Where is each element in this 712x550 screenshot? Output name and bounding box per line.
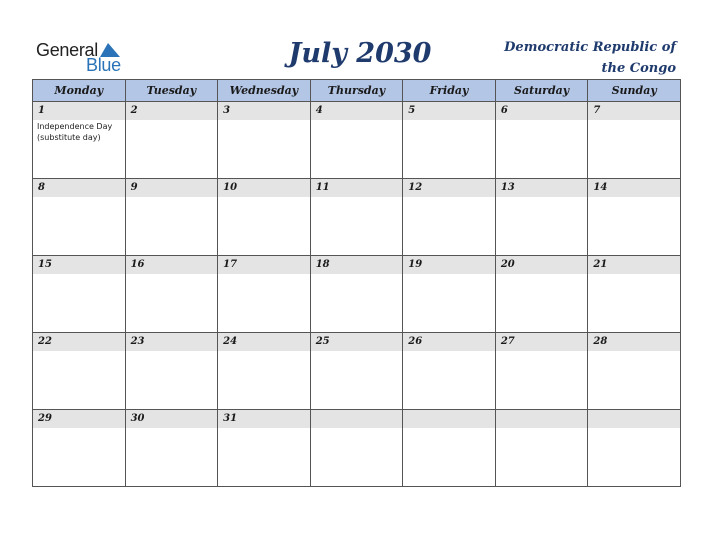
weekday-header-tuesday: Tuesday [125,80,218,102]
day-cell [310,102,403,179]
empty-day-bar [496,410,588,428]
day-cell [218,333,311,410]
day-cell [218,102,311,179]
empty-day-cell [310,410,403,487]
day-cell [495,256,588,333]
weekday-header-monday: Monday [33,80,126,102]
country-name-line-1: Democratic Republic of [504,40,676,55]
day-number: 4 [311,102,403,120]
day-cell [403,179,496,256]
empty-day-bar [588,410,680,428]
logo-text-general: General [36,40,98,60]
day-cell [495,102,588,179]
day-cell [33,179,126,256]
generalblue-logo [36,40,132,74]
day-number: 8 [33,179,125,197]
empty-day-bar [403,410,495,428]
day-number: 10 [218,179,310,197]
empty-day-cell [403,410,496,487]
day-cell [310,179,403,256]
day-number: 27 [496,333,588,351]
day-cell [588,333,681,410]
day-number: 19 [403,256,495,274]
calendar-grid [32,79,681,487]
day-number: 5 [403,102,495,120]
day-cell [588,179,681,256]
day-cell [33,256,126,333]
day-cell [403,102,496,179]
day-cell [310,256,403,333]
day-number: 15 [33,256,125,274]
weekday-header-friday: Friday [403,80,496,102]
day-cell [125,256,218,333]
week-row [33,410,681,487]
day-cell [125,333,218,410]
week-row [33,179,681,256]
country-name-line-2: the Congo [601,61,676,76]
weekday-header-thursday: Thursday [310,80,403,102]
day-cell [218,256,311,333]
weekday-header-sunday: Sunday [588,80,681,102]
empty-day-cell [588,410,681,487]
day-cell [588,256,681,333]
day-number: 21 [588,256,680,274]
day-number: 24 [218,333,310,351]
weekday-header-row [33,80,681,102]
day-number: 29 [33,410,125,428]
day-cell [218,179,311,256]
day-number: 3 [218,102,310,120]
day-number: 18 [311,256,403,274]
weekday-header-wednesday: Wednesday [218,80,311,102]
empty-day-cell [495,410,588,487]
day-number: 28 [588,333,680,351]
day-cell [495,179,588,256]
page-title: July 2030 [288,38,432,69]
day-cell [33,410,126,487]
day-cell [125,410,218,487]
day-number: 12 [403,179,495,197]
day-cell [310,333,403,410]
day-number: 2 [126,102,218,120]
day-cell [218,410,311,487]
day-number: 7 [588,102,680,120]
day-number: 9 [126,179,218,197]
day-number: 11 [311,179,403,197]
week-row [33,256,681,333]
day-number: 17 [218,256,310,274]
day-number: 20 [496,256,588,274]
day-number: 1 [33,102,125,120]
weekday-header-saturday: Saturday [495,80,588,102]
day-number: 31 [218,410,310,428]
day-cell [403,333,496,410]
country-name [446,37,676,79]
holiday-label: Independence Day (substitute day) [37,122,113,142]
day-number: 14 [588,179,680,197]
day-cell [495,333,588,410]
week-row [33,102,681,179]
empty-day-bar [311,410,403,428]
day-number: 25 [311,333,403,351]
day-cell [403,256,496,333]
day-number: 22 [33,333,125,351]
day-cell [588,102,681,179]
logo-text-blue: Blue [86,55,121,75]
day-cell [33,333,126,410]
day-number: 30 [126,410,218,428]
day-cell [125,179,218,256]
day-number: 16 [126,256,218,274]
week-row [33,333,681,410]
day-cell [33,102,126,179]
day-number: 13 [496,179,588,197]
calendar-body [33,102,681,487]
day-number: 26 [403,333,495,351]
day-cell [125,102,218,179]
day-number: 23 [126,333,218,351]
day-number: 6 [496,102,588,120]
